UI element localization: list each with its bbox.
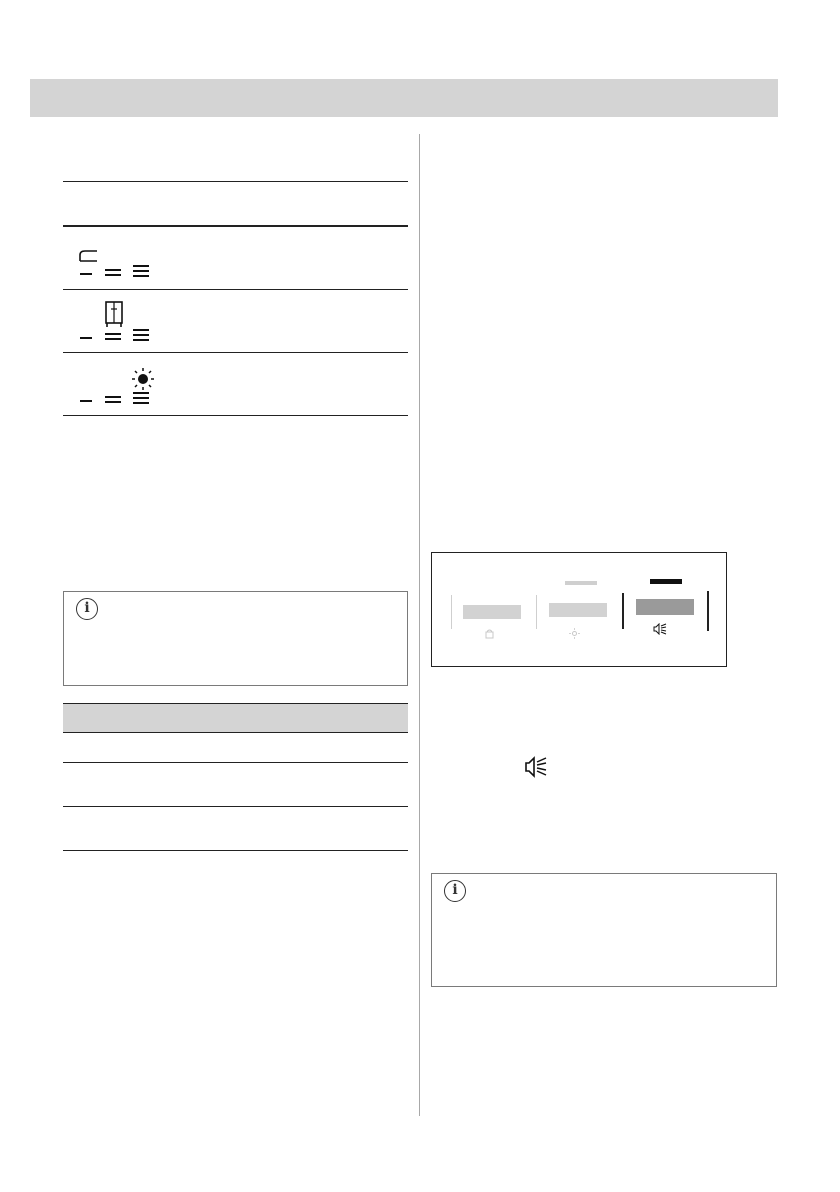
level-single-line (80, 400, 92, 402)
wardrobe-icon (103, 300, 125, 328)
info-icon: i (444, 880, 466, 902)
level-single-line (80, 273, 92, 275)
info-note-box (63, 591, 408, 686)
level-double-line (105, 396, 121, 403)
info-icon: i (76, 598, 98, 620)
table-row-wardrobe (63, 290, 408, 352)
sound-off-icon (653, 623, 667, 635)
segment-divider-active (707, 591, 709, 631)
section-header-bar (30, 79, 778, 117)
table-row-sun (63, 353, 408, 415)
lock-icon (485, 629, 494, 639)
column-divider (419, 134, 420, 1116)
light-icon (569, 628, 580, 639)
control-panel-illustration (431, 552, 727, 667)
level-triple-line (133, 392, 149, 404)
segment-divider (536, 595, 537, 629)
level-single-line (80, 337, 92, 339)
segment-divider (451, 595, 452, 629)
sound-off-icon (524, 756, 548, 778)
table-bottom-rule (63, 850, 408, 851)
table-bottom-rule (63, 415, 408, 416)
level-double-line (105, 269, 121, 276)
table-row-rule (63, 806, 408, 807)
level-double-line (105, 333, 121, 340)
panel-indicator-sound (650, 579, 682, 584)
iron-icon (77, 245, 101, 265)
panel-bar-sound (636, 599, 694, 615)
table-top-rule (63, 181, 408, 182)
panel-bar-light (549, 603, 607, 617)
sun-icon (131, 367, 155, 391)
segment-divider-active (622, 593, 624, 629)
table-row-rule (63, 762, 408, 763)
panel-bar-child-lock (463, 605, 521, 619)
level-triple-line (133, 265, 149, 277)
table-header-band (63, 703, 408, 733)
table-row-iron (63, 227, 408, 289)
level-triple-line (133, 329, 149, 341)
info-note-box (431, 873, 777, 987)
panel-indicator-light (565, 581, 597, 585)
